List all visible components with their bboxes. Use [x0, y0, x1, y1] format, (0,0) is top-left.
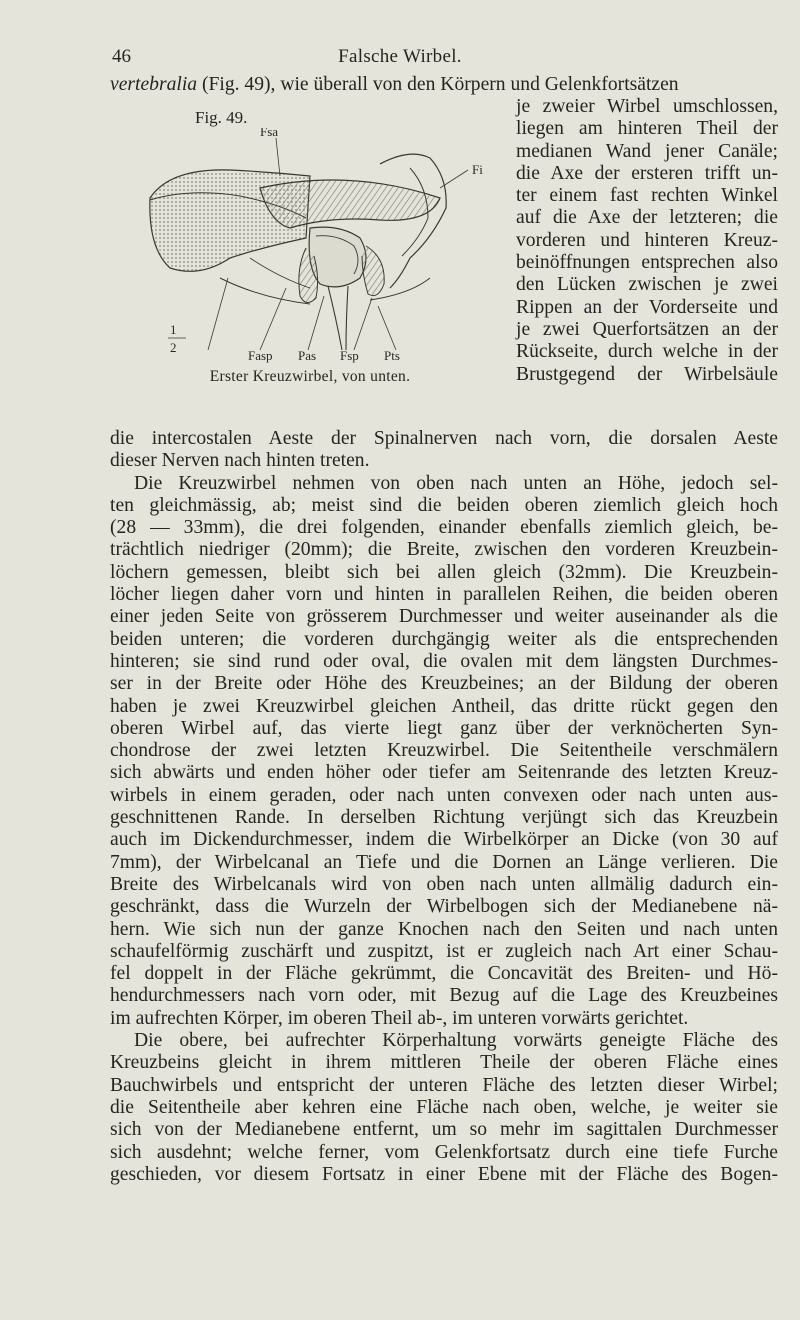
text-line: medianen Wand jener Canäle; [516, 140, 778, 162]
text-line: die Seitentheile aber kehren eine Fläche nach oben, welche, je weiter sie [110, 1096, 778, 1118]
text-line: hinteren; sie sind rund oder oval, die ovalen mit dem längsten Durchmes- [110, 650, 778, 672]
label-2: 2 [170, 340, 177, 355]
text-line: chondrose der zwei letzten Kreuzwirbel. Die Seitentheile verschmälern [110, 740, 778, 762]
text-line: ten gleichmässig, ab; meist sind die beiden oberen ziemlich gleich hoch [110, 494, 778, 516]
text-line: Brustgegend der Wirbelsäule [516, 363, 778, 385]
wrapped-text-column [516, 96, 778, 386]
right-articular-process [362, 246, 384, 296]
text-line: oberen Wirbel auf, das vierte liegt ganz über der verknöcherten Syn- [110, 717, 778, 739]
right-wing [380, 154, 446, 288]
text-line: löchern gemessen, bleibt sich bei allen gleich (32mm). Die Kreuzbein- [110, 561, 778, 583]
body-text [110, 428, 778, 1186]
text-line: geschränkt, dass die Wurzeln der Wirbelbogen sich der Medianebene nä- [110, 896, 778, 918]
figure-caption: Erster Kreuzwirbel, von unten. [209, 368, 411, 385]
text-line: (28 — 33mm), die drei folgenden, einander ebenfalls ziemlich gleich, be- [110, 517, 778, 539]
label-fsa: Fsa [260, 128, 279, 139]
text-line: Bauchwirbels und entspricht der unteren Fläche des letzten dieser Wirbel; [110, 1074, 778, 1096]
label-pts: Pts [384, 348, 400, 363]
text-line: sich von der Medianebene entfernt, um so mehr im sagittalen Durchmesser [110, 1119, 778, 1141]
text-line: geschnittenen Rande. In derselben Richtung verjüngt sich das Kreuzbein [110, 807, 778, 829]
label-1: 1 [170, 322, 177, 337]
intro-italic-term: vertebralia [110, 74, 198, 95]
text-line: Rückseite, durch welche in der [516, 341, 778, 363]
text-line: vorderen und hinteren Kreuz- [516, 229, 778, 251]
text-line: Rippen an der Vorderseite und [516, 296, 778, 318]
text-line: auch im Dickendurchmesser, indem die Wirbelkörper an Dicke (von 30 auf [110, 829, 778, 851]
text-line: die intercostalen Aeste der Spinalnerven nach vorn, die dorsalen Aeste [110, 428, 778, 449]
label-fsp: Fsp [340, 348, 359, 363]
text-line: ter einem fast rechten Winkel [516, 185, 778, 207]
text-line: hendurchmessers nach vorn oder, mit Bezug auf die Lage des Kreuzbeines [110, 985, 778, 1007]
text-line: sich abwärts und enden höher oder tiefer am Seitenrande des letzten Kreuz- [110, 762, 778, 784]
text-line: Breite des Wirbelcanals wird von oben nach unten allmälig dadurch ein- [110, 873, 778, 895]
intro-rest: (Fig. 49), wie überall von den Körpern und Gelenkfortsätzen [197, 74, 679, 95]
text-line: wirbels in einem geraden, oder nach unten convexen oder nach unten aus- [110, 784, 778, 806]
text-line: einer jeden Seite von grösserem Durchmesser und weiter auseinander als die [110, 606, 778, 628]
paragraph-2 [110, 473, 778, 1030]
text-line: je zweier Wirbel umschlossen, [516, 96, 778, 117]
spinous-process [328, 286, 348, 350]
text-line: je zwei Querfortsätzen an der [516, 318, 778, 340]
vertebral-body [260, 180, 440, 228]
label-pas: Pas [298, 348, 317, 363]
text-line: dieser Nerven nach hinten treten. [110, 450, 370, 472]
text-line: hern. Wie sich nun der ganze Knochen nach den Seiten und nach unten [110, 918, 778, 940]
label-fi: Fi [472, 162, 483, 177]
text-line: haben je zwei Kreuzwirbel gleichen Antheil, das dritte rückt gegen den [110, 695, 778, 717]
text-line: liegen am hinteren Theil der [516, 118, 778, 140]
text-line: Kreuzbeins gleicht in ihrem mittleren Theile der oberen Fläche eines [110, 1052, 778, 1074]
label-fasp: Fasp [248, 348, 273, 363]
text-line: löcher liegen daher vorn und hinten in parallelen Reihen, die beiden oberen [110, 584, 778, 606]
text-line: den Lücken zwischen je zwei [516, 274, 778, 296]
text-line: die Axe der ersteren trifft un- [516, 162, 778, 184]
text-line: geschieden, vor diesem Fortsatz in einer Ebene mit der Fläche des Bogen- [110, 1163, 778, 1185]
text-line: 7mm), der Wirbelcanal an Tiefe und die Dornen an Länge verlieren. Die [110, 851, 778, 873]
text-line: schaufelförmig zuschärft und zuspitzt, ist er zugleich nach Art einer Schau- [110, 940, 778, 962]
figure-49 [110, 92, 510, 412]
text-line: trächtlich niedriger (20mm); die Breite, zwischen den vorderen Kreuzbein- [110, 539, 778, 561]
sacral-vertebra-illustration [110, 128, 510, 364]
text-line: auf die Axe der letzteren; die [516, 207, 778, 229]
page-header [0, 34, 800, 67]
paragraph-3 [110, 1030, 778, 1186]
page-number: 46 [112, 46, 131, 67]
text-line: ser in der Breite oder Höhe des Kreuzbeines; an der Bildung der oberen [110, 673, 778, 695]
text-line: im aufrechten Körper, im oberen Theil ab-, im unteren vorwärts gerichtet. [110, 1007, 689, 1029]
text-line: fel doppelt in der Fläche gekrümmt, die Concavität des Breiten- und Hö- [110, 963, 778, 985]
figure-label: Fig. 49. [195, 108, 248, 127]
running-title: Falsche Wirbel. [338, 46, 462, 67]
text-line: Die Kreuzwirbel nehmen von oben nach unten an Höhe, jedoch sel- [134, 472, 778, 494]
text-line: sich ausdehnt; welche ferner, vom Gelenkfortsatz durch eine tiefe Furche [110, 1141, 778, 1163]
text-line: beiden unteren; die vorderen durchgängig weiter als die entsprechenden [110, 628, 778, 650]
text-line: Die obere, bei aufrechter Körperhaltung vorwärts geneigte Fläche des [134, 1030, 778, 1052]
text-line: beinöffnungen entsprechen also [516, 252, 778, 274]
